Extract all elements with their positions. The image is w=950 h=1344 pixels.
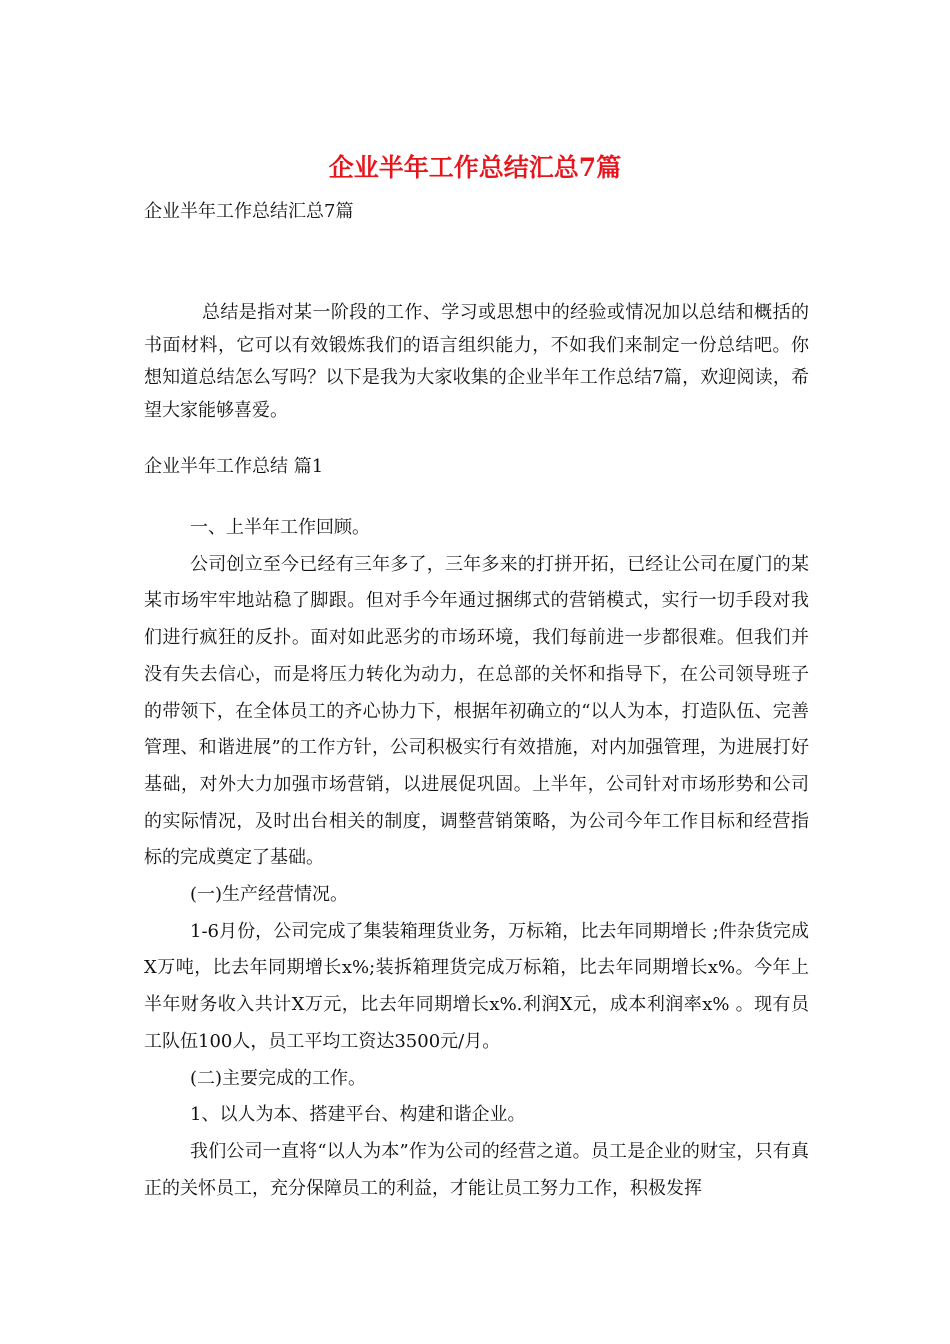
section-body (144, 510, 809, 1207)
body-paragraph: 一、上半年工作回顾。 (190, 517, 370, 538)
document-subtitle: 企业半年工作总结汇总7篇 (144, 201, 354, 222)
body-paragraph: (一)生产经营情况。 (190, 884, 349, 906)
section-heading: 企业半年工作总结 篇1 (144, 456, 324, 477)
body-paragraph: 我们公司一直将“以人为本”作为公司的经营之道。员工是企业的财宝，只有真正的关怀员工，充分保障员工的利益，才能让员工努力工作，积极发挥 (144, 1140, 809, 1199)
body-paragraph: 1-6月份，公司完成了集装箱理货业务，万标箱，比去年同期增长 ;件杂货完成X万吨，比去年同期增长x%;装拆箱理货完成万标箱，比去年同期增长x%。今年上半年财务收入共计X万元，比去年同期增长x%.利润X元，成本利润率x% 。现有员工队伍100人，员工平均工资达3500元/月。 (144, 920, 809, 1052)
body-paragraph: (二)主要完成的工作。 (190, 1067, 367, 1089)
intro-paragraph: 总结是指对某一阶段的工作、学习或思想中的经验或情况加以总结和概括的书面材料，它可以有效锻炼我们的语言组织能力，不如我们来制定一份总结吧。你想知道总结怎么写吗？以下是我为大家收集的企业半年工作总结7篇，欢迎阅读，希望大家能够喜爱。 (144, 302, 809, 421)
body-paragraph: 1、以人为本、搭建平台、构建和谐企业。 (190, 1104, 526, 1126)
body-paragraph: 公司创立至今已经有三年多了，三年多来的打拼开拓，已经让公司在厦门的某某市场牢牢地站稳了脚跟。但对手今年通过捆绑式的营销模式，实行一切手段对我们进行疯狂的反扑。面对如此恶劣的市场环境，我们每前进一步都很难。但我们并没有失去信心，而是将压力转化为动力，在总部的关怀和指导下，在公司领导班子的带领下，在全体员工的齐心协力下，根据年初确立的“以人为本，打造队伍、完善管理、和谐进展”的工作方针，公司积极实行有效措施，对内加强管理，为进展打好基础，对外大力加强市场营销，以进展促巩固。上半年，公司针对市场形势和公司的实际情况，及时出台相关的制度，调整营销策略，为公司今年工作目标和经营指标的完成奠定了基础。 (144, 553, 809, 869)
document-title: 企业半年工作总结汇总7篇 (328, 153, 622, 182)
